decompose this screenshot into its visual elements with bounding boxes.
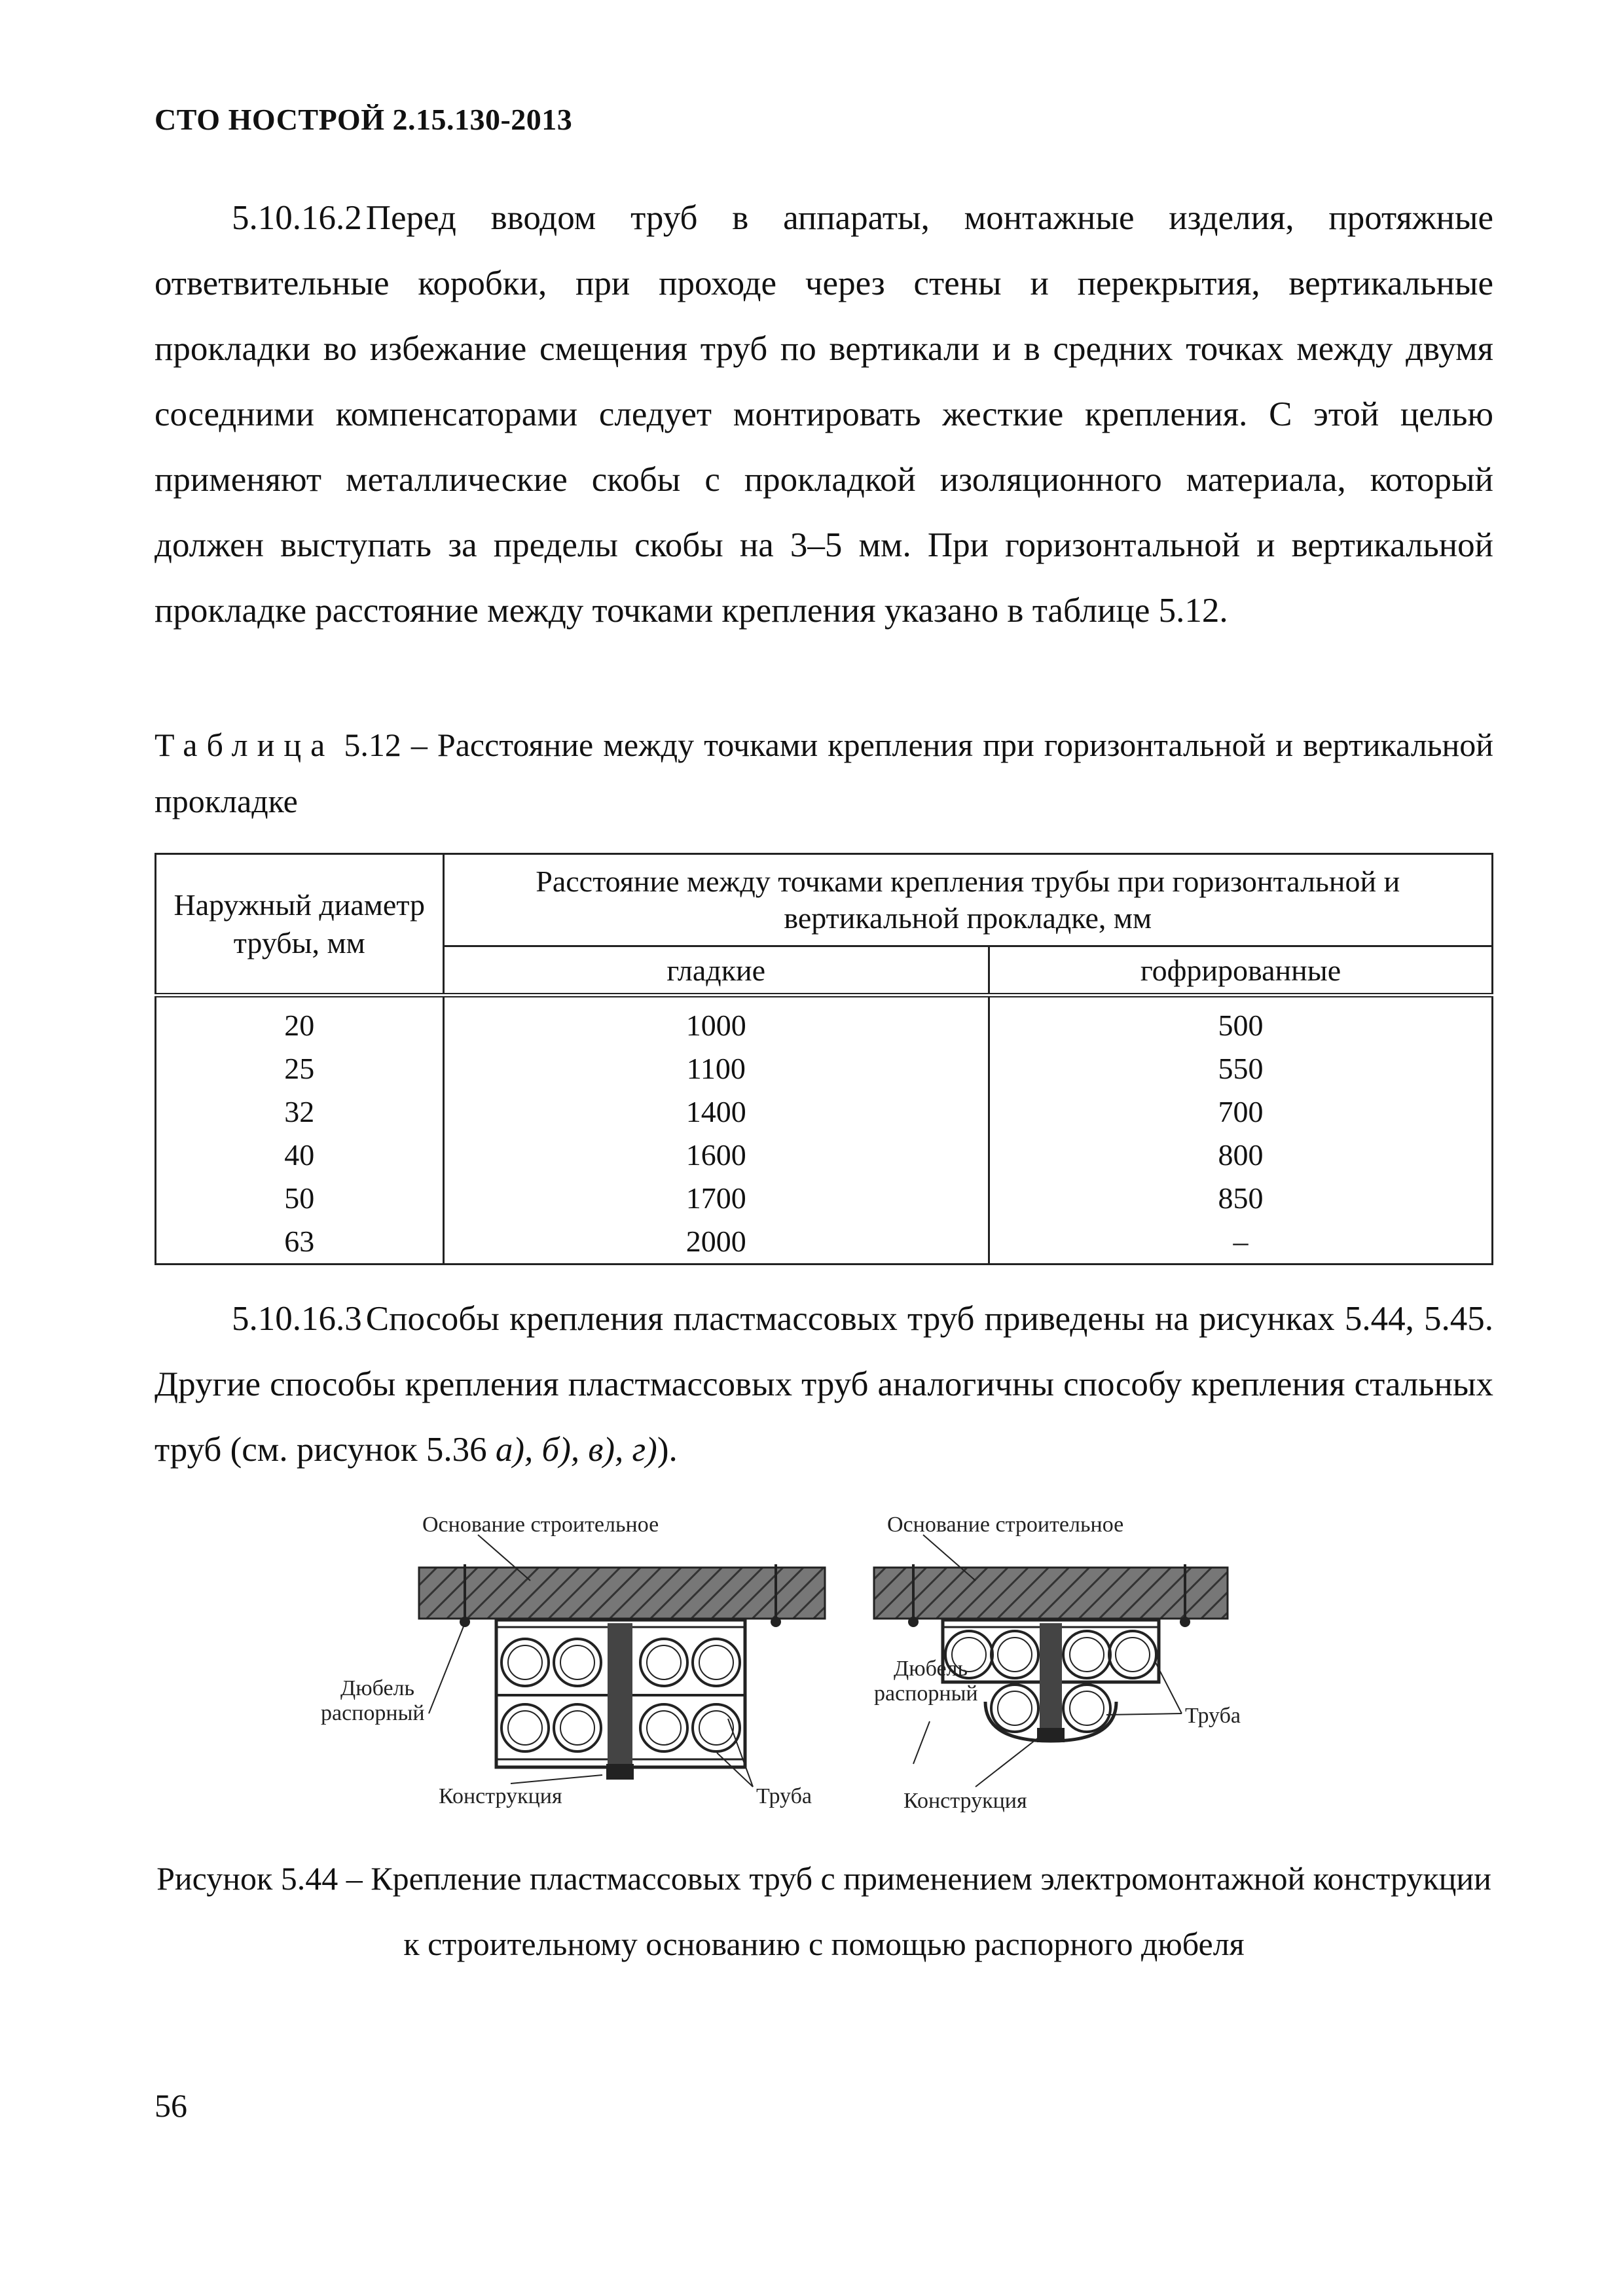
label-pipe: Труба <box>756 1784 812 1808</box>
building-base <box>874 1568 1228 1619</box>
label-base: Основание строительное <box>422 1513 659 1537</box>
cell-diameter: 63 <box>156 1220 444 1265</box>
table-row <box>156 1090 1493 1134</box>
table-row <box>156 1047 1493 1090</box>
table-row <box>156 1220 1493 1265</box>
cell-corrugated: 700 <box>989 1090 1492 1134</box>
cell-smooth: 1600 <box>443 1134 989 1177</box>
spacing-table <box>155 853 1493 1265</box>
cell-diameter: 25 <box>156 1047 444 1090</box>
label-construction: Конструкция <box>903 1789 1027 1813</box>
header-distance-group: Расстояние между точками крепления трубы при горизонтальной и вертикальной прокладке, мм <box>443 854 1492 946</box>
label-dowel-2: распорный <box>874 1681 978 1706</box>
label-dowel-1: Дюбель <box>340 1676 415 1700</box>
paragraph-5-10-16-2 <box>155 185 1493 643</box>
label-base: Основание строительное <box>887 1513 1124 1537</box>
table-row <box>156 1134 1493 1177</box>
cell-corrugated: 500 <box>989 996 1492 1048</box>
table-title-text: 5.12 – Расстояние между точками крепления при горизонтальной и вертикальной прокладке <box>155 726 1494 819</box>
building-base <box>419 1568 825 1619</box>
cell-diameter: 40 <box>156 1134 444 1177</box>
cell-smooth: 1400 <box>443 1090 989 1134</box>
label-dowel-1: Дюбель <box>894 1657 968 1681</box>
paragraph-text: Перед вводом труб в аппараты, монтажные изделия, протяжные ответвительные коробки, при проходе через стены и перекрытия, вертикальные прокладки во избежание смещения труб по вертикали и в средних точках между двумя соседними компенсаторами следует монтировать жесткие крепления. С этой целью применяют металлические скобы с прокладкой изоляционного материала, который должен выступать за пределы скобы на 3–5 мм. При горизонтальной и вертикальной прокладке расстояние между точками крепления указано в таблице 5.12. <box>155 199 1493 630</box>
cell-smooth: 1700 <box>443 1177 989 1220</box>
label-dowel-2: распорный <box>321 1701 425 1725</box>
cell-corrugated: 800 <box>989 1134 1492 1177</box>
cell-smooth: 1000 <box>443 996 989 1048</box>
cell-diameter: 20 <box>156 996 444 1048</box>
paragraph-text: Способы крепления пластмассовых труб приведены на рисунках 5.44, 5.45. Другие способы крепления пластмассовых труб аналогичны способу крепления стальных труб (см. рисунок 5.36 <box>155 1300 1493 1469</box>
figure-caption: Рисунок 5.44 – Крепление пластмассовых труб с применением электромонтажной конструкции к строительному основанию с помощью распорного дюбеля <box>156 1860 1491 1962</box>
cell-smooth: 1100 <box>443 1047 989 1090</box>
cell-smooth: 2000 <box>443 1220 989 1265</box>
document-code: СТО НОСТРОЙ 2.15.130-2013 <box>155 103 573 136</box>
cell-corrugated: 550 <box>989 1047 1492 1090</box>
header-smooth: гладкие <box>443 946 989 996</box>
header-corrugated: гофрированные <box>989 946 1492 996</box>
label-pipe: Труба <box>1185 1704 1241 1728</box>
paragraph-number: 5.10.16.3 <box>232 1300 362 1338</box>
table-title <box>155 717 1493 829</box>
table-row <box>156 996 1493 1048</box>
label-construction: Конструкция <box>439 1784 562 1808</box>
center-post <box>1040 1623 1062 1728</box>
diagram-one-row <box>874 1513 1241 1813</box>
paragraph-italic-refs: а), б), в), г) <box>495 1431 657 1469</box>
table-label: Таблица <box>155 726 335 763</box>
diagram-two-rows <box>321 1513 825 1808</box>
page-number: 56 <box>155 2087 187 2124</box>
cell-corrugated: – <box>989 1220 1492 1265</box>
header-outer-diameter: Наружный диаметр трубы, мм <box>156 854 444 996</box>
paragraph-5-10-16-3 <box>155 1286 1493 1482</box>
paragraph-number: 5.10.16.2 <box>232 199 362 237</box>
figure-5-44 <box>314 1505 1322 1813</box>
cell-diameter: 32 <box>156 1090 444 1134</box>
table-row <box>156 1177 1493 1220</box>
cell-diameter: 50 <box>156 1177 444 1220</box>
paragraph-text-end: ). <box>657 1431 678 1469</box>
cell-corrugated: 850 <box>989 1177 1492 1220</box>
center-post <box>608 1623 632 1764</box>
